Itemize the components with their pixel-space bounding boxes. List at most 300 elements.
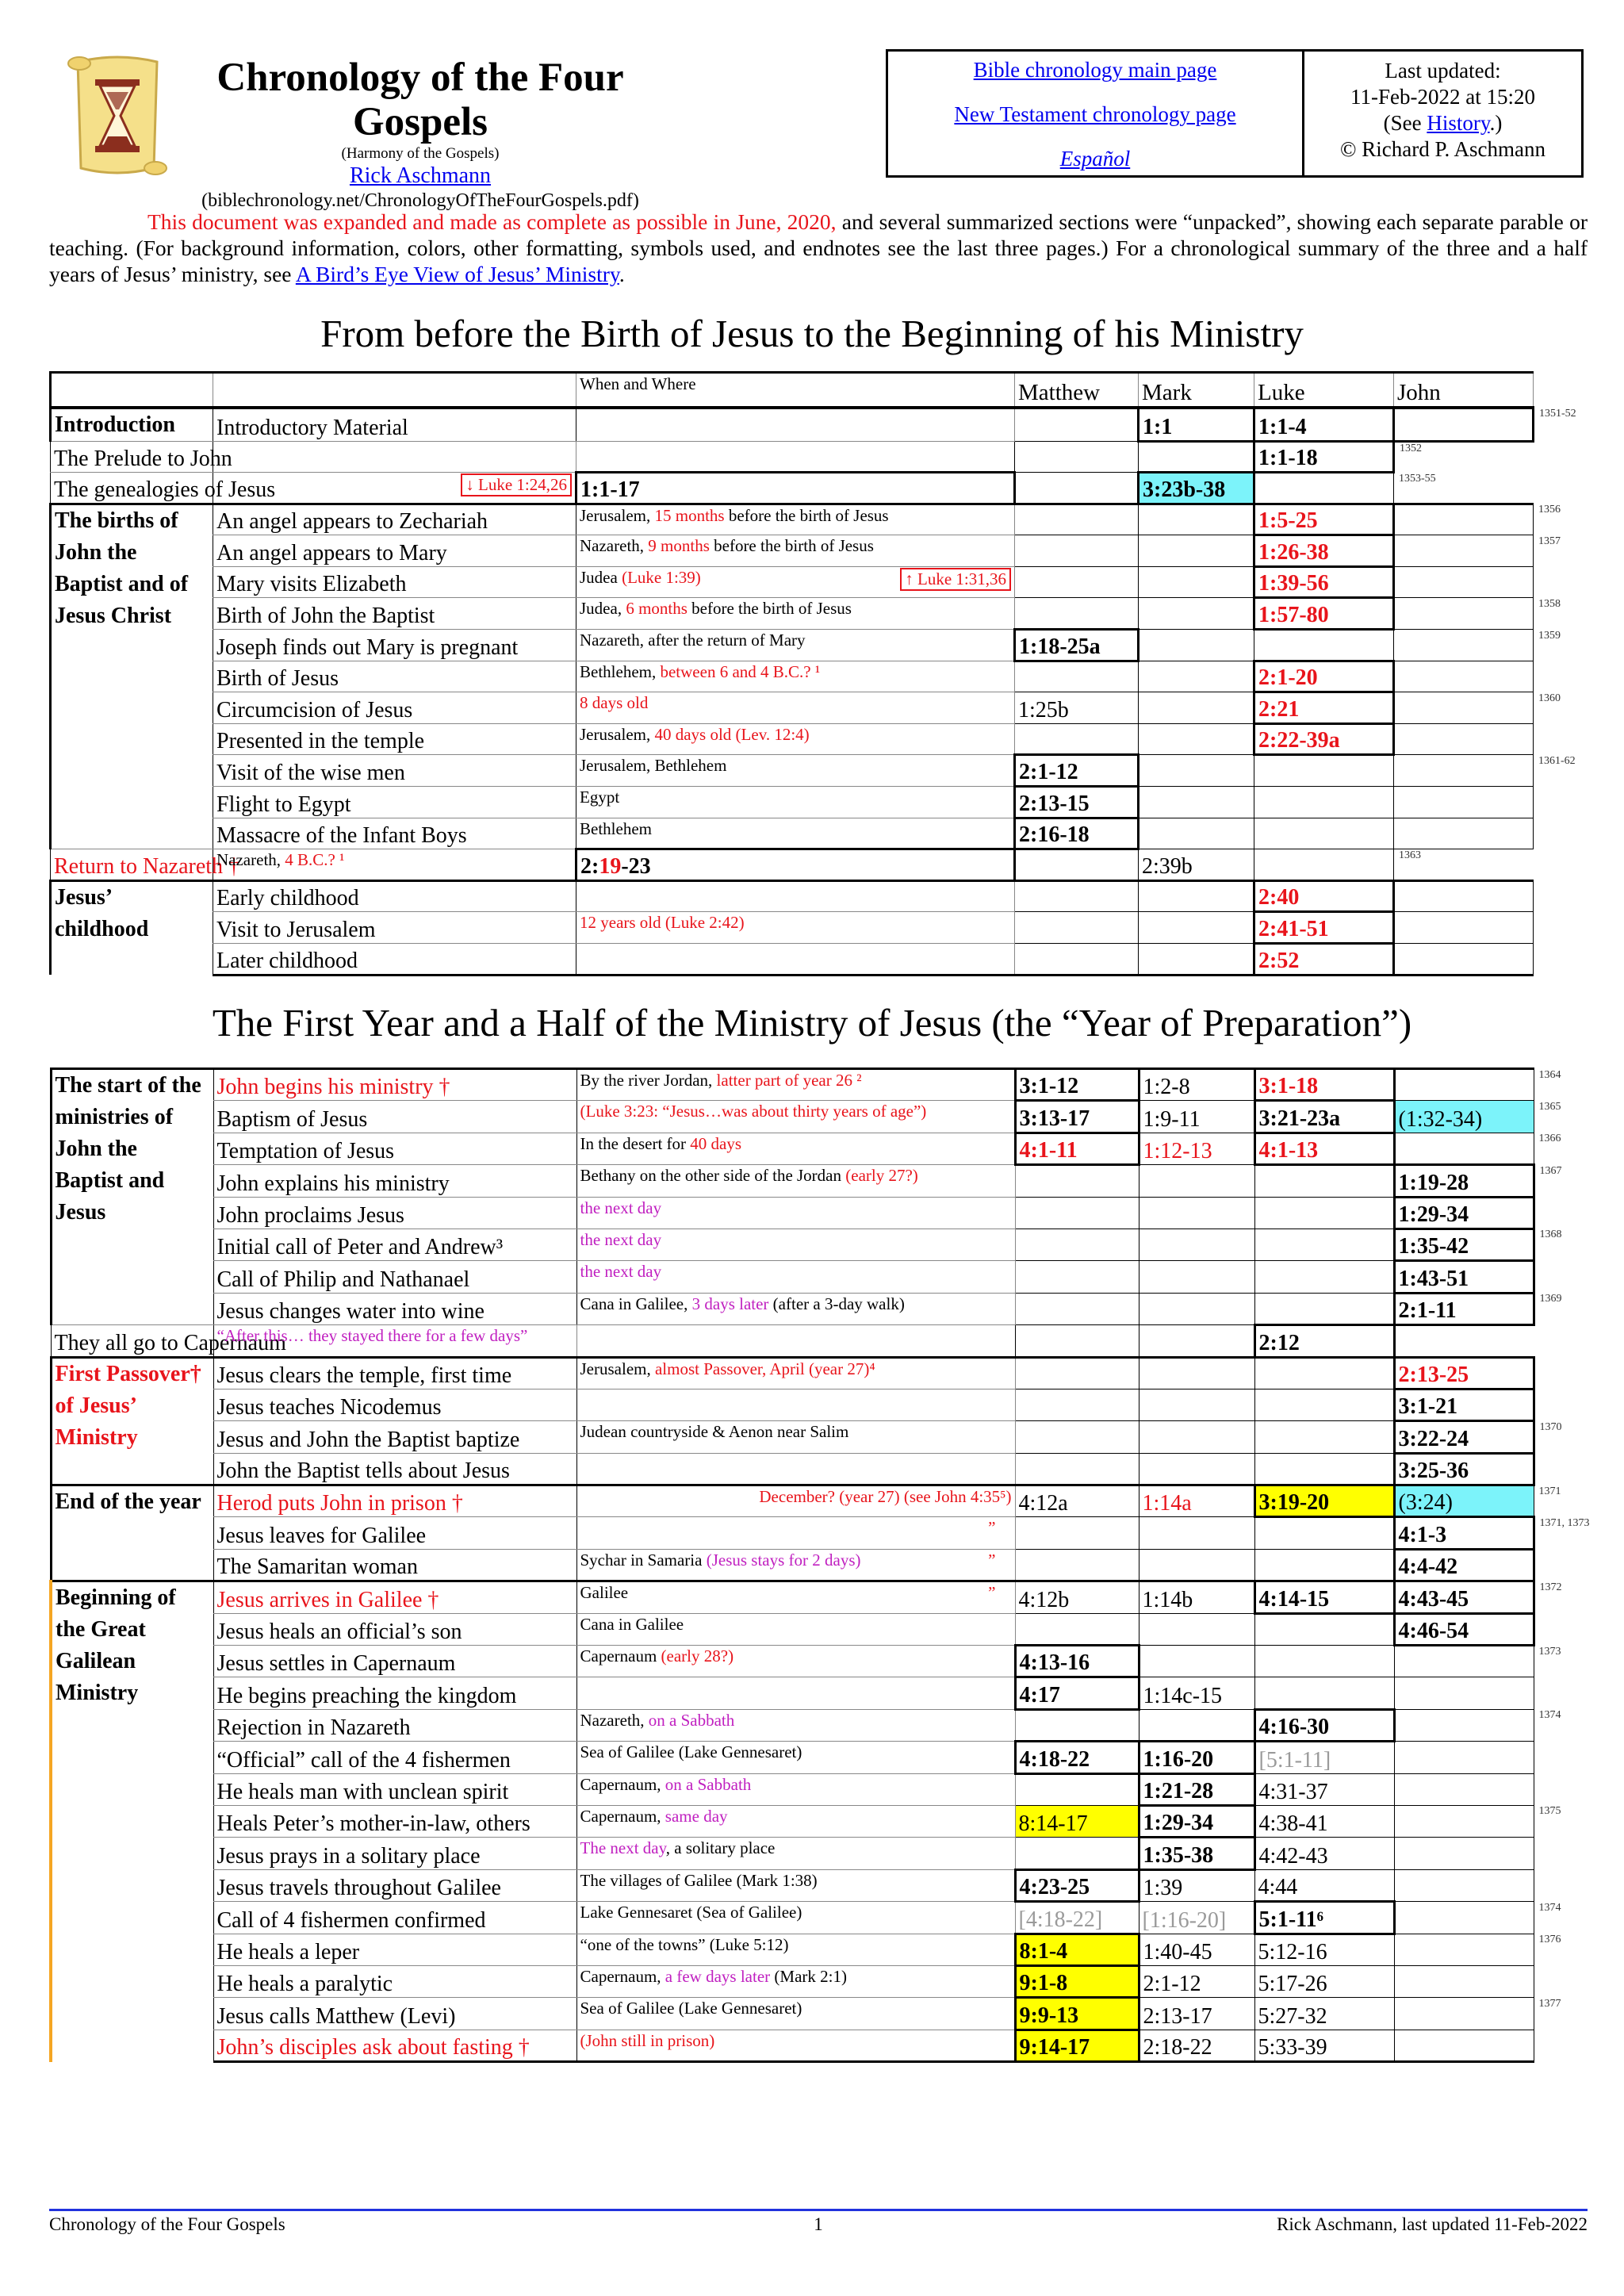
event-name: Jesus clears the temple, first time <box>213 1357 576 1389</box>
when-where-part: Sea of Galilee (Lake Gennesaret) <box>580 1999 802 2018</box>
event-name: Jesus changes water into wine <box>213 1293 576 1324</box>
john-ref <box>1394 598 1534 630</box>
luke-ref <box>1254 1389 1394 1420</box>
john-ref <box>1394 723 1534 755</box>
endnote-number <box>1534 1549 1545 1581</box>
event-name: Jesus travels throughout Galilee <box>213 1869 576 1901</box>
matthew-ref <box>1015 944 1139 976</box>
when-where-part: “one of the towns” (Luke 5:12) <box>580 1934 789 1954</box>
when-where <box>576 1261 1015 1293</box>
event-name: John’s disciples ask about fasting † <box>213 2030 576 2061</box>
event-name: Temptation of Jesus <box>213 1133 576 1164</box>
event-name: Circumcision of Jesus <box>213 692 576 724</box>
when-where-part: In the desert for <box>580 1133 691 1153</box>
table-row <box>51 1485 1545 1517</box>
endnote-number <box>1534 1742 1545 1773</box>
luke-ref <box>1254 1197 1394 1228</box>
luke-ref: 5:1-11⁶ <box>1254 1902 1394 1934</box>
mark-ref <box>1139 598 1254 630</box>
luke-ref: 3:19-20 <box>1254 1485 1394 1517</box>
mark-ref <box>1139 944 1254 976</box>
endnote-number: 1356 <box>1538 504 1561 516</box>
mark-ref <box>1139 1709 1254 1741</box>
table-row <box>51 1165 1545 1197</box>
cross-reference-box[interactable]: ↓ Luke 1:24,26 <box>461 473 572 496</box>
when-where-part: before the birth of Jesus <box>724 505 889 525</box>
event-name: Flight to Egypt <box>213 787 576 818</box>
when-where <box>576 1357 1015 1389</box>
table-row <box>51 2030 1545 2061</box>
when-where-part: Jerusalem, <box>580 1359 655 1378</box>
when-where <box>576 1165 1015 1197</box>
table-row <box>51 1453 1545 1485</box>
john-ref <box>1394 535 1534 567</box>
copyright: © Richard P. Aschmann <box>1340 137 1545 161</box>
endnote-number <box>1534 880 1545 912</box>
when-where <box>213 441 576 473</box>
when-where <box>576 1293 1015 1324</box>
when-where <box>576 1581 1015 1613</box>
table-row <box>51 1517 1545 1549</box>
endnote-number: 1371, 1373 <box>1539 1516 1590 1529</box>
john-ref: 2:1-11 <box>1394 1293 1534 1324</box>
luke-ref: 3:21-23a <box>1254 1101 1394 1133</box>
event-name: The Prelude to John <box>51 441 213 473</box>
john-ref <box>1394 755 1534 787</box>
matthew-ref: 4:1-11 <box>1015 1133 1139 1164</box>
event-name: John proclaims Jesus <box>213 1197 576 1228</box>
highlighted-verse: 19 <box>599 853 622 879</box>
john-ref <box>1394 1069 1534 1101</box>
table-row <box>51 1228 1545 1260</box>
event-name: Birth of Jesus <box>213 661 576 692</box>
mark-ref <box>1139 1646 1254 1677</box>
when-where-part: latter part of year 26 ² <box>716 1071 862 1090</box>
luke-ref: 5:33-39 <box>1254 2030 1394 2061</box>
endnote-number: 1373 <box>1538 1645 1561 1658</box>
matthew-ref: 4:23-25 <box>1015 1869 1139 1901</box>
header-links <box>888 52 1304 175</box>
luke-ref: 4:44 <box>1254 1869 1394 1901</box>
endnote-number <box>1534 1357 1545 1389</box>
mark-ref <box>1139 1389 1254 1420</box>
matthew-ref <box>1015 880 1139 912</box>
luke-ref: 5:17-26 <box>1254 1965 1394 1997</box>
event-name: Herod puts John in prison † <box>213 1485 576 1517</box>
john-ref <box>1394 1934 1534 1965</box>
event-name: Later childhood <box>213 944 576 976</box>
luke-ref: 2:52 <box>1254 944 1394 976</box>
event-name: He heals a paralytic <box>213 1965 576 1997</box>
event-name: An angel appears to Mary <box>213 535 576 567</box>
luke-ref: 2:39b <box>1139 849 1254 881</box>
when-where-part: Nazareth, <box>580 1710 649 1730</box>
when-where <box>576 1677 1015 1709</box>
endnote-number <box>1534 818 1545 849</box>
when-where-part: Judean countryside & Aenon near Salim <box>580 1422 849 1442</box>
when-where <box>576 1965 1015 1997</box>
event-name: John explains his ministry <box>213 1165 576 1197</box>
event-name: Heals Peter’s mother-in-law, others <box>213 1805 576 1837</box>
luke-ref <box>1254 1293 1394 1324</box>
event-name: “Official” call of the 4 fishermen <box>213 1742 576 1773</box>
matthew-ref: 4:13-16 <box>1015 1646 1139 1677</box>
matthew-ref <box>1015 1453 1139 1485</box>
cross-reference-box[interactable]: ↑ Luke 1:31,36 <box>900 568 1011 591</box>
endnote-number: 1361-62 <box>1538 754 1576 767</box>
event-name: Call of 4 fishermen confirmed <box>213 1902 576 1934</box>
bible-chronology-main-link[interactable]: Bible chronology main page <box>973 58 1217 82</box>
event-name: Mary visits Elizabeth <box>213 566 576 598</box>
john-ref <box>1394 408 1534 442</box>
when-where <box>576 912 1015 944</box>
table-row <box>51 1805 1545 1837</box>
john-ref <box>1394 1869 1534 1901</box>
category-label: End of the year <box>51 1485 213 1581</box>
when-where <box>576 1805 1015 1837</box>
matthew-ref: 3:1-12 <box>1015 1069 1139 1101</box>
table-row <box>51 408 1545 442</box>
table-row <box>51 1742 1545 1773</box>
when-where <box>576 944 1015 976</box>
when-where <box>576 1869 1015 1901</box>
endnote-number: 1368 <box>1539 1228 1562 1241</box>
mark-ref <box>1139 880 1254 912</box>
luke-ref <box>1254 1549 1394 1581</box>
when-where <box>576 1197 1015 1228</box>
when-where-part: same day <box>665 1806 728 1826</box>
luke-ref <box>1254 1228 1394 1260</box>
when-where <box>576 1389 1015 1420</box>
when-where-part: 40 days old (Lev. 12:4) <box>654 724 810 744</box>
when-where-part: before the birth of Jesus <box>709 536 874 556</box>
when-where-part: on a Sabbath <box>648 1710 735 1730</box>
mark-ref <box>1139 630 1254 661</box>
matthew-ref: 4:18-22 <box>1015 1742 1139 1773</box>
last-updated-label: Last updated: <box>1385 59 1501 82</box>
event-name: Visit to Jerusalem <box>213 912 576 944</box>
nt-chronology-link[interactable]: New Testament chronology page <box>954 102 1236 126</box>
section-title-first-year: The First Year and a Half of the Ministry of Jesus (the “Year of Preparation”) <box>212 1001 1412 1045</box>
john-ref: 4:4-42 <box>1394 1549 1534 1581</box>
matthew-ref <box>1015 598 1139 630</box>
mark-ref <box>1139 1261 1254 1293</box>
luke-ref <box>1139 441 1254 473</box>
matthew-ref <box>1015 1357 1139 1389</box>
author-link[interactable]: Rick Aschmann <box>349 163 492 188</box>
matthew-ref: 9:1-8 <box>1015 1965 1139 1997</box>
table-row <box>51 1357 1545 1389</box>
when-where-part: the next day <box>580 1262 662 1282</box>
ditto-mark: ” <box>988 1518 996 1538</box>
table-row <box>51 441 1545 473</box>
john-ref <box>1394 661 1534 692</box>
mark-ref <box>1139 504 1254 535</box>
event-name: Jesus heals an official’s son <box>213 1613 576 1645</box>
matthew-ref <box>1015 1421 1139 1453</box>
when-where-part: Egypt <box>580 788 620 807</box>
when-where <box>576 1101 1015 1133</box>
event-name: Return to Nazareth † <box>51 849 213 881</box>
when-where-part: (Mark 2:1) <box>770 1966 847 1986</box>
matthew-ref <box>1015 912 1139 944</box>
when-where <box>576 1998 1015 2030</box>
matthew-ref <box>1015 1773 1139 1805</box>
luke-ref: 2:1-20 <box>1254 661 1394 692</box>
when-where-part: (John still in prison) <box>580 2030 715 2050</box>
luke-ref <box>1254 1677 1394 1709</box>
when-where <box>576 661 1015 692</box>
mark-ref <box>1139 755 1254 787</box>
mark-ref: 1:21-28 <box>1139 1773 1254 1805</box>
luke-ref <box>1254 1646 1394 1677</box>
when-where-part: (Jesus stays for 2 days) <box>706 1550 861 1570</box>
event-name: The genealogies of Jesus <box>51 473 213 504</box>
table-row <box>51 1998 1545 2030</box>
col-luke: Luke <box>1254 373 1394 408</box>
when-where-part: , a solitary place <box>665 1838 776 1858</box>
when-where-part: (Luke 3:23: “Jesus…was about thirty years of age”) <box>580 1102 927 1121</box>
john-ref: 3:25-36 <box>1394 1453 1534 1485</box>
intro-paragraph <box>49 209 1588 287</box>
event-name: Early childhood <box>213 880 576 912</box>
matthew-ref <box>1015 566 1139 598</box>
footer-rule <box>49 2209 1588 2211</box>
event-name: Presented in the temple <box>213 723 576 755</box>
matthew-ref: 8:14-17 <box>1015 1805 1139 1837</box>
category-label: Introduction <box>51 408 213 442</box>
john-ref <box>1394 504 1534 535</box>
event-name: Massacre of the Infant Boys <box>213 818 576 849</box>
when-where-part: “After this… they stayed there for a few days” <box>216 1326 528 1346</box>
endnote-number <box>1534 944 1545 976</box>
mark-ref <box>1015 473 1139 504</box>
event-name: He heals a leper <box>213 1934 576 1965</box>
when-where <box>576 787 1015 818</box>
mark-ref <box>1139 1613 1254 1645</box>
when-where-part: Capernaum, <box>580 1774 665 1794</box>
event-name: He heals man with unclean spirit <box>213 1773 576 1805</box>
when-where <box>576 1549 1015 1581</box>
when-where-part: Nazareth, <box>580 536 649 556</box>
when-where-part: Nazareth, <box>216 850 285 870</box>
endnote-number <box>1534 1773 1545 1805</box>
luke-ref <box>1254 1165 1394 1197</box>
mark-ref <box>1015 849 1139 881</box>
mark-ref: 1:29-34 <box>1139 1805 1254 1837</box>
event-name: They all go to Capernaum <box>51 1325 213 1357</box>
when-where-part: Jerusalem, <box>580 505 655 525</box>
john-ref <box>1394 1965 1534 1997</box>
when-where-part: Jerusalem, <box>580 724 655 744</box>
mark-ref: 1:14a <box>1139 1485 1254 1517</box>
table-row <box>51 1838 1545 1869</box>
when-where-part: Judea, <box>580 599 626 619</box>
table-row <box>51 566 1545 598</box>
table-row <box>51 1934 1545 1965</box>
john-ref: 2:13-25 <box>1394 1357 1534 1389</box>
john-ref: 4:43-45 <box>1394 1581 1534 1613</box>
endnote-number: 1364 <box>1538 1068 1561 1081</box>
table-row <box>51 535 1545 567</box>
mark-ref <box>1139 535 1254 567</box>
event-name: John the Baptist tells about Jesus <box>213 1453 576 1485</box>
endnote-number: 1374 <box>1538 1709 1561 1722</box>
mark-ref: 2:18-22 <box>1139 2030 1254 2061</box>
matthew-ref <box>1015 723 1139 755</box>
john-ref: 1:29-34 <box>1394 1197 1534 1228</box>
see-history-post: .) <box>1489 111 1503 135</box>
when-where <box>576 1485 1015 1517</box>
endnote-number <box>1534 1389 1545 1420</box>
luke-ref: 2:22-39a <box>1254 723 1394 755</box>
john-ref: 1:43-51 <box>1394 1261 1534 1293</box>
matthew-ref <box>1015 1228 1139 1260</box>
when-where <box>576 1133 1015 1164</box>
john-ref <box>1394 1805 1534 1837</box>
endnote-number <box>1534 912 1545 944</box>
when-where <box>576 1453 1015 1485</box>
when-where <box>576 880 1015 912</box>
endnote-number <box>1534 1613 1545 1645</box>
luke-ref <box>1254 1517 1394 1549</box>
luke-ref: 4:1-13 <box>1254 1133 1394 1164</box>
table-row <box>51 944 1545 976</box>
endnote-number: 1367 <box>1539 1164 1562 1177</box>
event-name: He begins preaching the kingdom <box>213 1677 576 1709</box>
table-row <box>51 1902 1545 1934</box>
when-where <box>576 1069 1015 1101</box>
ditto-mark: ” <box>988 1583 996 1603</box>
when-where-part: 3 days later <box>691 1294 769 1313</box>
title-block <box>198 56 642 213</box>
when-where-part: 8 days old <box>580 693 649 713</box>
when-where <box>213 849 576 881</box>
luke-ref <box>1254 1421 1394 1453</box>
category-label: The start of the ministries of John the Baptist and Jesus <box>51 1069 213 1325</box>
matthew-ref <box>1015 1165 1139 1197</box>
mark-ref <box>1139 566 1254 598</box>
ditto-mark: ” <box>988 1550 996 1570</box>
when-where <box>576 818 1015 849</box>
endnote-number <box>1534 1838 1545 1869</box>
col-mark: Mark <box>1139 373 1254 408</box>
document-title: Chronology of the Four Gospels <box>216 56 624 144</box>
luke-ref: 2:40 <box>1254 880 1394 912</box>
col-john: John <box>1394 373 1534 408</box>
mark-ref <box>1139 1228 1254 1260</box>
table-row <box>51 504 1545 535</box>
when-where-part: 40 days <box>690 1133 742 1153</box>
table-row <box>51 1421 1545 1453</box>
endnote-number <box>1534 1869 1545 1901</box>
when-where <box>576 1228 1015 1260</box>
matthew-ref <box>1015 1261 1139 1293</box>
endnote-number: 1377 <box>1538 1997 1561 2010</box>
luke-ref: 3:1-18 <box>1254 1069 1394 1101</box>
matthew-ref: 9:14-17 <box>1015 2030 1139 2061</box>
endnote-number: 1358 <box>1538 597 1561 610</box>
luke-ref: 5:12-16 <box>1254 1934 1394 1965</box>
luke-ref: 1:26-38 <box>1254 535 1394 567</box>
document-subtitle: (Harmony of the Gospels) <box>341 145 500 162</box>
mark-ref: 1:14b <box>1139 1581 1254 1613</box>
john-ref <box>1394 880 1534 912</box>
luke-ref <box>1254 1453 1394 1485</box>
category-label: Jesus’ childhood <box>51 880 213 975</box>
table-row <box>51 1581 1545 1613</box>
john-ref <box>1254 473 1394 504</box>
when-where <box>576 692 1015 724</box>
mark-ref: 1:40-45 <box>1139 1934 1254 1965</box>
when-where-part: Judea <box>580 567 622 587</box>
when-where-part: Bethany on the other side of the Jordan <box>580 1166 846 1186</box>
mark-ref: 1:1 <box>1139 408 1254 442</box>
event-name: Visit of the wise men <box>213 755 576 787</box>
when-where-part: 9 months <box>648 536 710 556</box>
when-where <box>576 1902 1015 1934</box>
mark-ref: 1:39 <box>1139 1869 1254 1901</box>
when-where <box>576 755 1015 787</box>
matthew-ref: 9:9-13 <box>1015 1998 1139 2030</box>
luke-ref <box>1254 818 1394 849</box>
table-row <box>51 473 1545 504</box>
luke-ref: 4:42-43 <box>1254 1838 1394 1869</box>
event-name: Rejection in Nazareth <box>213 1709 576 1741</box>
luke-ref: 4:14-15 <box>1254 1581 1394 1613</box>
espanol-link[interactable]: Español <box>1059 147 1131 171</box>
history-link[interactable]: History <box>1427 111 1490 135</box>
endnote-number <box>1534 723 1545 755</box>
table-row <box>51 755 1545 787</box>
matthew-ref: 4:12a <box>1015 1485 1139 1517</box>
endnote-number: 1360 <box>1538 692 1561 704</box>
table-row <box>51 1133 1545 1164</box>
table-row <box>51 880 1545 912</box>
when-where-part: The next day <box>580 1838 666 1858</box>
john-ref <box>1394 818 1534 849</box>
endnote-number: 1353-55 <box>1399 472 1436 485</box>
john-ref <box>1394 1133 1534 1164</box>
luke-ref: 2:41-51 <box>1254 912 1394 944</box>
endnote-number: 1375 <box>1538 1805 1561 1818</box>
endnote-number <box>1534 1261 1545 1293</box>
table-row <box>51 1613 1545 1645</box>
endnote-number: 1365 <box>1538 1100 1561 1113</box>
mark-ref: 1:14c-15 <box>1139 1677 1254 1709</box>
when-where-part: Sea of Galilee (Lake Gennesaret) <box>580 1742 802 1762</box>
when-where-part: Bethlehem, <box>580 661 661 681</box>
table-row <box>51 818 1545 849</box>
table-row <box>51 787 1545 818</box>
john-ref: (3:24) <box>1394 1485 1534 1517</box>
when-where-part: 12 years old (Luke 2:42) <box>580 913 745 933</box>
mark-ref: 1:9-11 <box>1139 1101 1254 1133</box>
endnote-number <box>1534 787 1545 818</box>
mark-ref: 2:13-17 <box>1139 1998 1254 2030</box>
table-row <box>51 1677 1545 1709</box>
matthew-ref: 4:12b <box>1015 1581 1139 1613</box>
last-updated-box <box>1304 52 1581 175</box>
matthew-ref <box>1015 1517 1139 1549</box>
endnote-number: 1363 <box>1399 849 1421 862</box>
when-where <box>576 723 1015 755</box>
endnote-number: 1366 <box>1538 1133 1561 1145</box>
event-name: Jesus calls Matthew (Levi) <box>213 1998 576 2030</box>
birds-eye-view-link[interactable]: A Bird’s Eye View of Jesus’ Ministry <box>295 262 619 286</box>
when-where-part: almost Passover, April (year 27)⁴ <box>654 1359 875 1378</box>
luke-ref <box>1254 1261 1394 1293</box>
